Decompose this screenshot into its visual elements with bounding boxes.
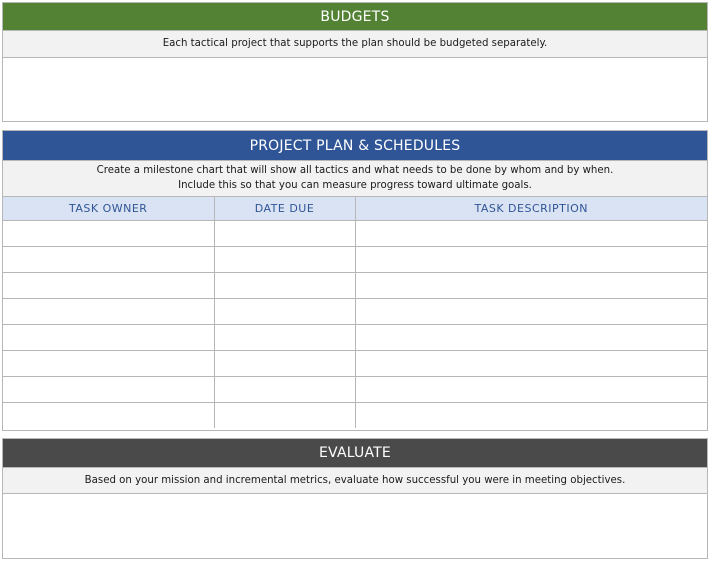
evaluate-header: EVALUATE — [3, 439, 707, 468]
budgets-input-area[interactable] — [3, 58, 707, 120]
evaluate-instruction: Based on your mission and incremental metrics, evaluate how successful you were in meeting objectives. — [3, 468, 707, 494]
date-due-cell[interactable] — [214, 351, 355, 377]
budgets-section — [2, 2, 708, 122]
task-owner-cell[interactable] — [3, 247, 214, 273]
task-owner-cell[interactable] — [3, 273, 214, 299]
date-due-cell[interactable] — [214, 247, 355, 273]
task-description-cell[interactable] — [355, 351, 707, 377]
table-row — [3, 247, 707, 273]
task-table-header-row — [3, 197, 707, 221]
table-row — [3, 221, 707, 247]
date-due-cell[interactable] — [214, 299, 355, 325]
plan-header: PROJECT PLAN & SCHEDULES — [3, 131, 707, 161]
task-description-cell[interactable] — [355, 221, 707, 247]
table-row — [3, 377, 707, 403]
task-description-cell[interactable] — [355, 247, 707, 273]
budgets-instruction: Each tactical project that supports the plan should be budgeted separately. — [3, 31, 707, 58]
date-due-cell[interactable] — [214, 377, 355, 403]
table-row — [3, 325, 707, 351]
evaluate-section — [2, 438, 708, 559]
task-description-cell[interactable] — [355, 377, 707, 403]
column-header-task-owner: TASK OWNER — [3, 197, 214, 221]
task-owner-cell[interactable] — [3, 377, 214, 403]
task-owner-cell[interactable] — [3, 325, 214, 351]
task-owner-cell[interactable] — [3, 221, 214, 247]
date-due-cell[interactable] — [214, 221, 355, 247]
task-owner-cell[interactable] — [3, 299, 214, 325]
task-table — [3, 197, 707, 428]
task-description-cell[interactable] — [355, 325, 707, 351]
task-table-body — [3, 221, 707, 429]
table-row — [3, 299, 707, 325]
plan-instruction-line-2: Include this so that you can measure progress toward ultimate goals. — [178, 180, 532, 191]
column-header-date-due: DATE DUE — [214, 197, 355, 221]
date-due-cell[interactable] — [214, 325, 355, 351]
plan-instruction — [3, 161, 707, 197]
evaluate-input-area[interactable] — [3, 494, 707, 557]
task-description-cell[interactable] — [355, 273, 707, 299]
date-due-cell[interactable] — [214, 403, 355, 429]
column-header-task-description: TASK DESCRIPTION — [355, 197, 707, 221]
plan-instruction-line-1: Create a milestone chart that will show all tactics and what needs to be done by whom and by when. — [96, 165, 614, 176]
budgets-header: BUDGETS — [3, 3, 707, 31]
table-row — [3, 273, 707, 299]
task-description-cell[interactable] — [355, 299, 707, 325]
task-owner-cell[interactable] — [3, 403, 214, 429]
table-row — [3, 403, 707, 429]
project-plan-section — [2, 130, 708, 431]
task-owner-cell[interactable] — [3, 351, 214, 377]
date-due-cell[interactable] — [214, 273, 355, 299]
table-row — [3, 351, 707, 377]
task-description-cell[interactable] — [355, 403, 707, 429]
